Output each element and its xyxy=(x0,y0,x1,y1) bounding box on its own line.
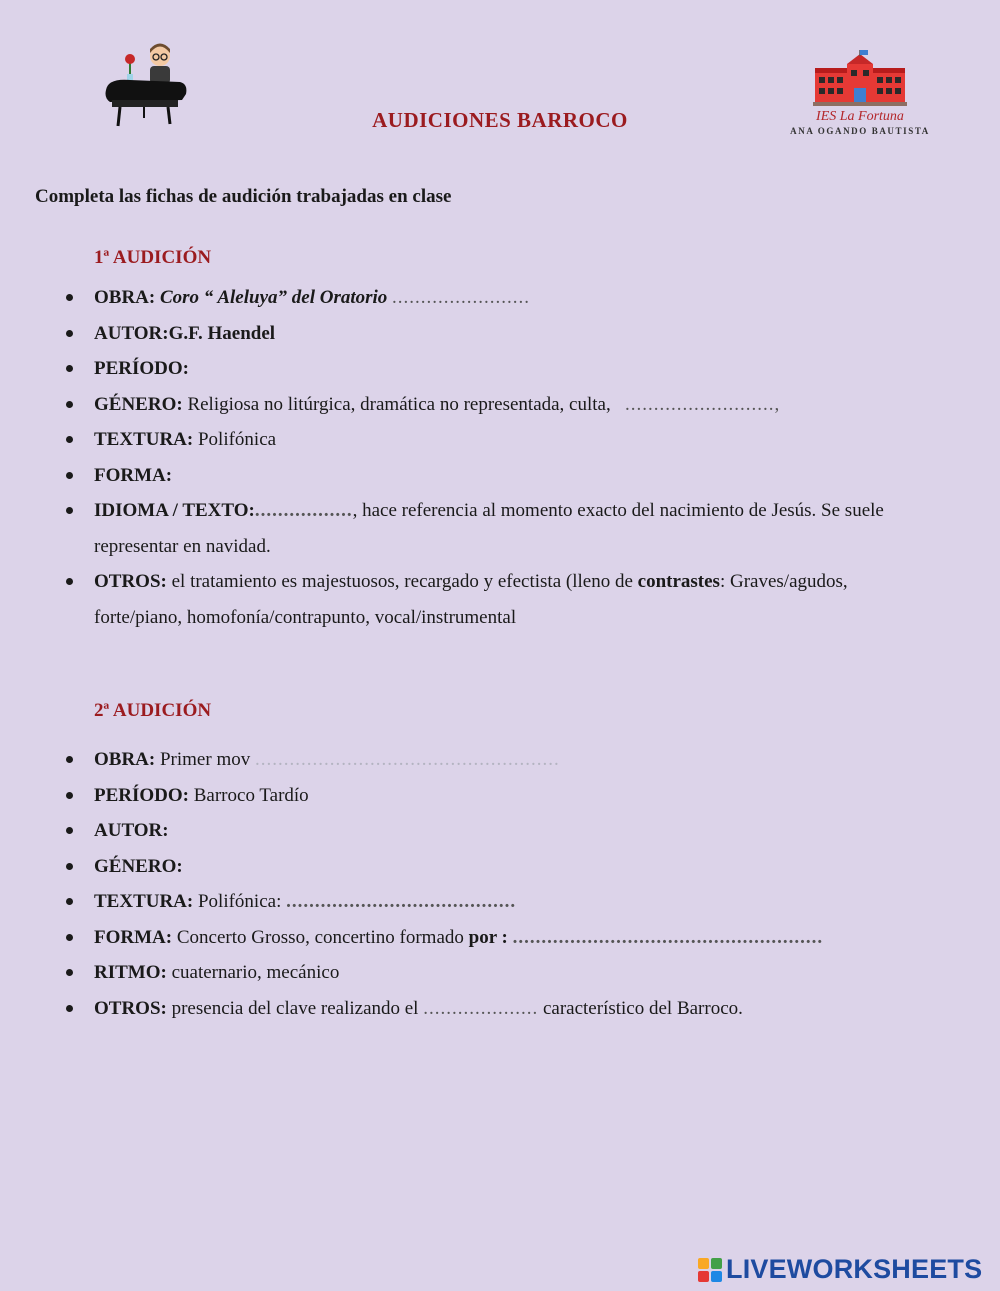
item-bold-word: por : xyxy=(468,926,508,948)
item-value: Concerto Grosso, concertino formado xyxy=(176,926,464,948)
list-item-autor xyxy=(60,813,940,849)
item-value-after: : Graves/agudos, forte/piano, homofonía/contrapunto, vocal/instrumental xyxy=(94,571,848,628)
item-value: Religiosa no litúrgica, dramática no representada, culta, xyxy=(187,393,611,415)
school-author: ANA OGANDO BAUTISTA xyxy=(790,126,930,136)
list-item-genero xyxy=(60,849,940,885)
blank-field[interactable]: .........................., xyxy=(625,393,781,415)
item-label: RITMO: xyxy=(94,962,167,983)
list-item-obra xyxy=(60,742,940,778)
list-item-autor xyxy=(60,316,940,352)
liveworksheets-logo-text: LIVEWORKSHEETS xyxy=(726,1254,983,1284)
item-label: OBRA: xyxy=(94,287,156,308)
list-item-forma xyxy=(60,920,940,956)
item-value: el tratamiento es majestuosos, recargado y efectista (lleno de xyxy=(171,571,633,592)
item-label: GÉNERO: xyxy=(94,393,183,415)
blank-field[interactable]: ................. xyxy=(254,500,353,521)
item-value: presencia del clave realizando el xyxy=(171,997,419,1019)
list-item-otros xyxy=(60,564,940,635)
list-item-otros xyxy=(60,991,940,1027)
list-item-periodo xyxy=(60,778,940,814)
item-value: Coro “ Aleluya” del Oratorio xyxy=(159,287,388,308)
list-item-textura xyxy=(60,422,940,458)
item-label: OBRA: xyxy=(94,749,156,770)
item-label: OTROS: xyxy=(94,571,167,592)
item-value: Primer mov xyxy=(159,749,251,770)
item-value: Polifónica xyxy=(197,429,277,450)
blank-field[interactable]: .................... xyxy=(423,997,539,1019)
blank-field[interactable]: ..................................................... xyxy=(254,749,560,770)
item-label: AUTOR:G.F. Haendel xyxy=(94,322,276,344)
section-2-list xyxy=(60,742,940,1026)
blank-field[interactable]: ........................ xyxy=(392,287,531,308)
item-label: FORMA: xyxy=(94,926,173,948)
item-label: IDIOMA / TEXTO: xyxy=(94,500,255,521)
item-value: cuaternario, mecánico xyxy=(171,962,340,983)
list-item-genero xyxy=(60,387,940,423)
list-item-obra xyxy=(60,280,940,316)
school-logo xyxy=(775,50,945,145)
list-item-ritmo xyxy=(60,955,940,991)
item-label: PERÍODO: xyxy=(94,358,189,379)
item-label: GÉNERO: xyxy=(94,855,183,877)
list-item-textura xyxy=(60,884,940,920)
page-title: AUDICIONES BARROCO xyxy=(372,108,628,132)
item-label: PERÍODO: xyxy=(94,784,189,806)
item-value: Barroco Tardío xyxy=(193,784,309,806)
list-item-forma xyxy=(60,458,940,494)
blank-field[interactable]: ...................................................... xyxy=(512,926,824,948)
school-building-icon xyxy=(813,50,907,106)
section-title-1: 1ª AUDICIÓN xyxy=(94,247,212,268)
item-label: OTROS: xyxy=(94,997,167,1019)
item-label: FORMA: xyxy=(94,464,173,486)
list-item-periodo xyxy=(60,351,940,387)
list-item-idioma xyxy=(60,493,940,564)
item-value-after: característico del Barroco. xyxy=(542,997,743,1019)
section-1-list xyxy=(60,280,940,635)
item-value: , hace referencia al momento exacto del nacimiento de Jesús. Se suele representar en navidad. xyxy=(94,500,884,557)
item-bold-word: contrastes xyxy=(637,571,720,592)
item-label: AUTOR: xyxy=(94,820,169,841)
section-title-2: 2ª AUDICIÓN xyxy=(94,700,212,721)
liveworksheets-watermark xyxy=(698,1254,998,1286)
instruction-text: Completa las fichas de audición trabajadas en clase xyxy=(35,186,452,207)
item-value: Polifónica: xyxy=(197,891,282,912)
school-name: IES La Fortuna xyxy=(816,109,904,124)
liveworksheets-badge-icon xyxy=(698,1258,722,1282)
blank-field[interactable]: ........................................ xyxy=(286,891,517,912)
item-label: TEXTURA: xyxy=(94,891,194,912)
item-label: TEXTURA: xyxy=(94,429,194,450)
